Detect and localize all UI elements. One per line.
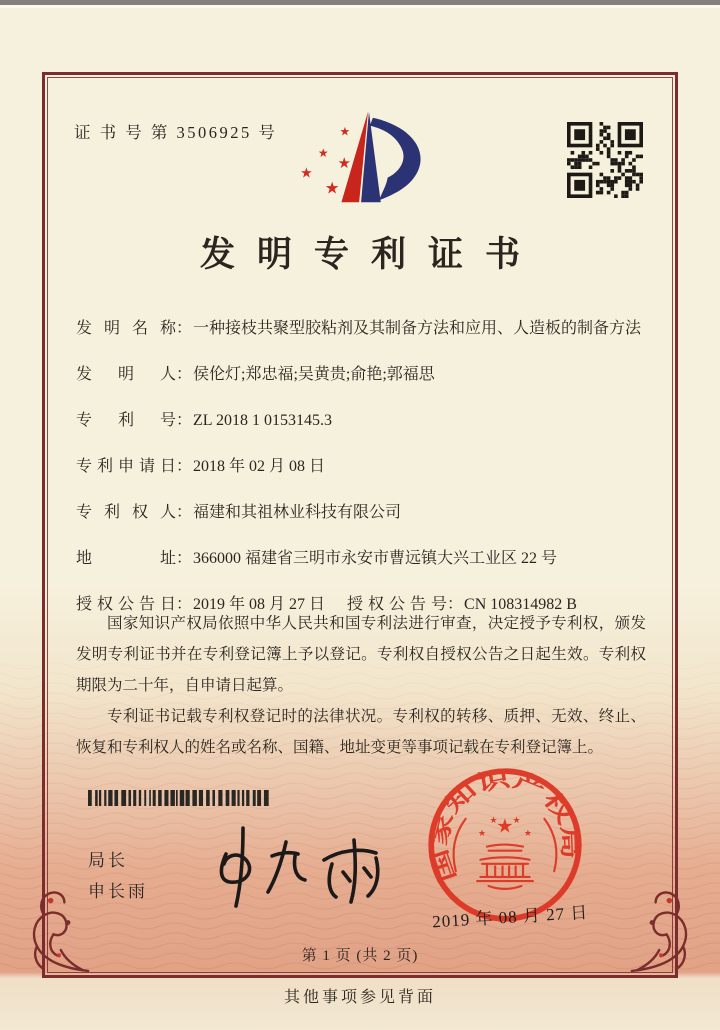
- svg-text:★: ★: [496, 815, 514, 838]
- page-number-note: 第 1 页 (共 2 页): [301, 948, 419, 964]
- field-colon: ：: [447, 596, 464, 613]
- field-value: 一种接枝共聚型胶粘剂及其制备方法和应用、人造板的制备方法: [193, 320, 642, 337]
- field-colon: ：: [176, 320, 193, 337]
- national-emblem-icon: [454, 815, 557, 889]
- field-label: 发明名称: [76, 320, 176, 337]
- certificate-number: 证 书 号 第 3506925 号: [74, 123, 278, 142]
- field-value: 2018 年 02 月 08 日: [193, 458, 326, 475]
- svg-text:★: ★: [478, 827, 487, 838]
- field-value: 366000 福建省三明市永安市曹远镇大兴工业区 22 号: [193, 550, 558, 567]
- svg-text:★: ★: [317, 146, 329, 161]
- barcode-icon: [88, 790, 270, 806]
- officer-name: 申长雨: [88, 882, 148, 901]
- cnipa-patent-logo-icon: [292, 100, 440, 218]
- field-label: 专利权人: [76, 504, 176, 521]
- svg-text:★: ★: [523, 827, 532, 838]
- field-value: CN 108314982 B: [464, 596, 577, 613]
- certificate-title: 发明专利证书: [199, 235, 542, 274]
- field-row-patentee: [76, 502, 648, 524]
- field-label: 发明人: [76, 366, 176, 383]
- field-row-filing-date: [76, 456, 648, 478]
- field-label: 专利申请日: [76, 458, 176, 475]
- corner-flourish-icon: [630, 880, 694, 976]
- svg-text:★: ★: [324, 178, 340, 198]
- seal-text: 国家知识产权局: [425, 767, 583, 886]
- field-row-patent-number: [76, 410, 648, 432]
- field-colon: ：: [176, 596, 193, 613]
- corner-flourish-icon: [26, 880, 90, 976]
- field-colon: ：: [176, 366, 193, 383]
- svg-text:★: ★: [489, 814, 498, 825]
- field-colon: ：: [176, 458, 193, 475]
- qr-code-icon: [567, 122, 643, 198]
- svg-text:★: ★: [339, 124, 351, 139]
- officer-title: 局长: [88, 851, 128, 870]
- legal-paragraph: 国家知识产权局依照中华人民共和国专利法进行审查，决定授予专利权，颁发发明专利证书并在专利登记簿上予以登记。专利权自授权公告之日起生效。专利权期限为二十年，自申请日起算。: [76, 615, 646, 694]
- field-label: 专利号: [76, 412, 176, 429]
- field-colon: ：: [176, 504, 193, 521]
- legal-paragraph: 专利证书记载专利权登记时的法律状况。专利权的转移、质押、无效、终止、恢复和专利权人的姓名或名称、国籍、地址变更等事项记载在专利登记簿上。: [76, 708, 646, 756]
- field-colon: ：: [176, 550, 193, 567]
- field-label: 地址: [76, 550, 176, 567]
- field-row-address: [76, 548, 648, 570]
- officer-block: [88, 845, 148, 907]
- field-label: 授权公告日: [76, 596, 176, 613]
- svg-text:★: ★: [337, 155, 351, 172]
- field-value: 2019 年 08 月 27 日: [193, 596, 326, 613]
- field-value: 侯伦灯;郑忠福;吴黄贵;俞艳;郭福思: [193, 366, 435, 383]
- field-value: ZL 2018 1 0153145.3: [193, 412, 332, 429]
- field-colon: ：: [176, 412, 193, 429]
- seal-date: 2019 年 08 月 27 日: [431, 902, 589, 932]
- field-list: [76, 318, 648, 640]
- reverse-side-note: 其他事项参见背面: [283, 989, 436, 1006]
- field-row-invention-name: [76, 318, 648, 340]
- field-value: 福建和其祖林业科技有限公司: [193, 504, 402, 521]
- svg-text:★: ★: [512, 814, 521, 825]
- field-row-inventors: [76, 364, 648, 386]
- legal-text: [76, 608, 646, 763]
- field-label: 授权公告号: [347, 596, 448, 613]
- scan-edge-highlight: [0, 5, 720, 8]
- signature-icon: [198, 820, 398, 910]
- svg-text:★: ★: [300, 165, 313, 181]
